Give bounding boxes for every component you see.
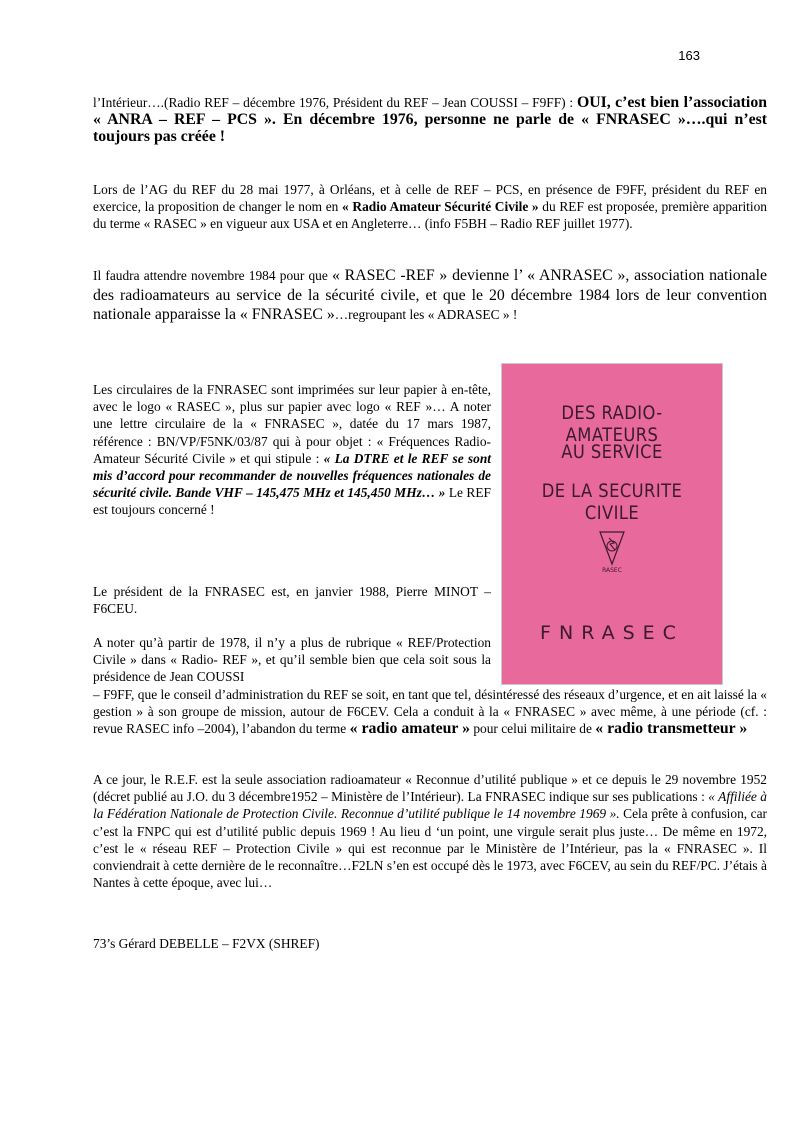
paragraph-3: [93, 266, 767, 325]
paragraph-6-text-mid: pour celui militaire de: [469, 721, 596, 737]
paragraph-4-text: Les circulaires de la FNRASEC sont imprimées sur leur papier à en-tête, avec le logo « RASEC », plus sur papier avec logo « REF »… A noter une lettre circulaire de la « FNRASEC », datée du 17 mars 1987, référence : BN/VP/F5NK/03/87 qui à pour objet : « Fréquences Radio-Amateur Sécurité Civile » et qui stipule :: [93, 382, 491, 466]
paragraph-1-bold: OUI, c’est bien l’association « ANRA – REF – PCS ». En décembre 1976, personne ne parle de « FNRASEC »….qui n’est toujours pas créée !: [93, 94, 767, 146]
paragraph-3-text: Il faudra attendre novembre 1984 pour que: [93, 268, 332, 283]
cover-line-1: DES RADIO-AMATEURS: [561, 402, 663, 446]
paragraph-7-text-end: Cela prête à confusion, car c’est la FNPC qui est d’utilité public depuis 1969 ! Au lieu d ‘un point, une virgule serait plus juste… De même en 1972, c’est le « réseau REF – Protection Civile » qui est reconnue par le Ministère de l’Intérieur, pas la « FNRASEC ». Il conviendrait à cette dernière de le reconnaître…F2LN s’en est occupé dès le 1973, avec F6CEV, au sein du REF/PC. J’étais à Nantes à cette époque, avec lui…: [93, 806, 767, 891]
paragraph-7: [93, 771, 767, 891]
rasec-logo-text: RASEC: [602, 567, 622, 574]
paragraph-6-bold-1: « radio amateur »: [349, 720, 470, 738]
paragraph-5: Le président de la FNRASEC est, en janvier 1988, Pierre MINOT – F6CEU.: [93, 584, 491, 617]
page-number: 163: [678, 48, 700, 63]
rasec-logo-icon: [592, 526, 632, 574]
paragraph-6-text: – F9FF, que le conseil d’administration du REF se soit, en tant que tel, désintéressé des réseaux d’urgence, et en ait laissé la « gestion » à son groupe de mission, autour de F6CEV. Cela a conduit à la « FNRASEC » avec même, à une période (cf. : revue RASEC info –2004), l’abandon du terme: [93, 687, 767, 737]
paragraph-6-wide: [93, 686, 767, 738]
paragraph-2-bold: « Radio Amateur Sécurité Civile »: [342, 199, 539, 215]
paragraph-1-text: l’Intérieur….(Radio REF – décembre 1976, Président du REF – Jean COUSSI – F9FF) :: [93, 95, 577, 110]
cover-title-fnrasec: FNRASEC: [540, 622, 684, 644]
paragraph-4: [93, 381, 491, 519]
paragraph-6-narrow: A noter qu’à partir de 1978, il n’y a plus de rubrique « REF/Protection Civile » dans « Radio- REF », et qu’il semble bien que cela soit sous la présidence de Jean COUSSI: [93, 635, 491, 685]
paragraph-2-text: Lors de l’AG du REF du 28 mai 1977, à Orléans, et à celle de REF – PCS, en présence de F9FF, président du REF en exercice, la proposition de changer le nom en: [93, 182, 767, 215]
paragraph-2-text-end: du REF est proposée, première apparition du terme « RASEC » en vigueur aux USA et en Angleterre… (info F5BH – Radio REF juillet 1977).: [93, 199, 767, 232]
paragraph-3-large: « RASEC -REF » devienne l’ « ANRASEC », association nationale des radioamateurs au service de la sécurité civile, et que le 20 décembre 1984 lors de leur convention nationale apparaisse la « FNRASEC »: [93, 267, 767, 323]
paragraph-6-bold-2: « radio transmetteur »: [595, 720, 748, 738]
cover-line-2: AU SERVICE: [561, 441, 663, 463]
paragraph-7-text: A ce jour, le R.E.F. est la seule association radioamateur « Reconnue d’utilité publique » et ce depuis le 29 novembre 1952 (décret publié au J.O. du 3 décembre1952 – Ministère de l’Intérieur). La FNRASEC indique sur ses publications :: [93, 772, 767, 805]
cover-line-3: DE LA SECURITE CIVILE: [541, 480, 683, 524]
paragraph-7-italic: « Affiliée à la Fédération Nationale de Protection Civile. Reconnue d’utilité publique le 14 novembre 1969 ».: [93, 789, 767, 822]
signature: 73’s Gérard DEBELLE – F2VX (SHREF): [93, 936, 320, 951]
paragraph-4-text-end: Le REF est toujours concerné !: [93, 485, 491, 518]
paragraph-4-quote: « La DTRE et le REF se sont mis d’accord pour recommander de nouvelles fréquences nationales de sécurité civile. Bande VHF – 145,475 MHz et 145,450 MHz… »: [93, 450, 491, 501]
paragraph-1: [93, 94, 767, 146]
paragraph-3-text-end: …regroupant les « ADRASEC » !: [334, 307, 518, 322]
paragraph-2: [93, 181, 767, 233]
fnrasec-cover-image: [501, 363, 723, 685]
